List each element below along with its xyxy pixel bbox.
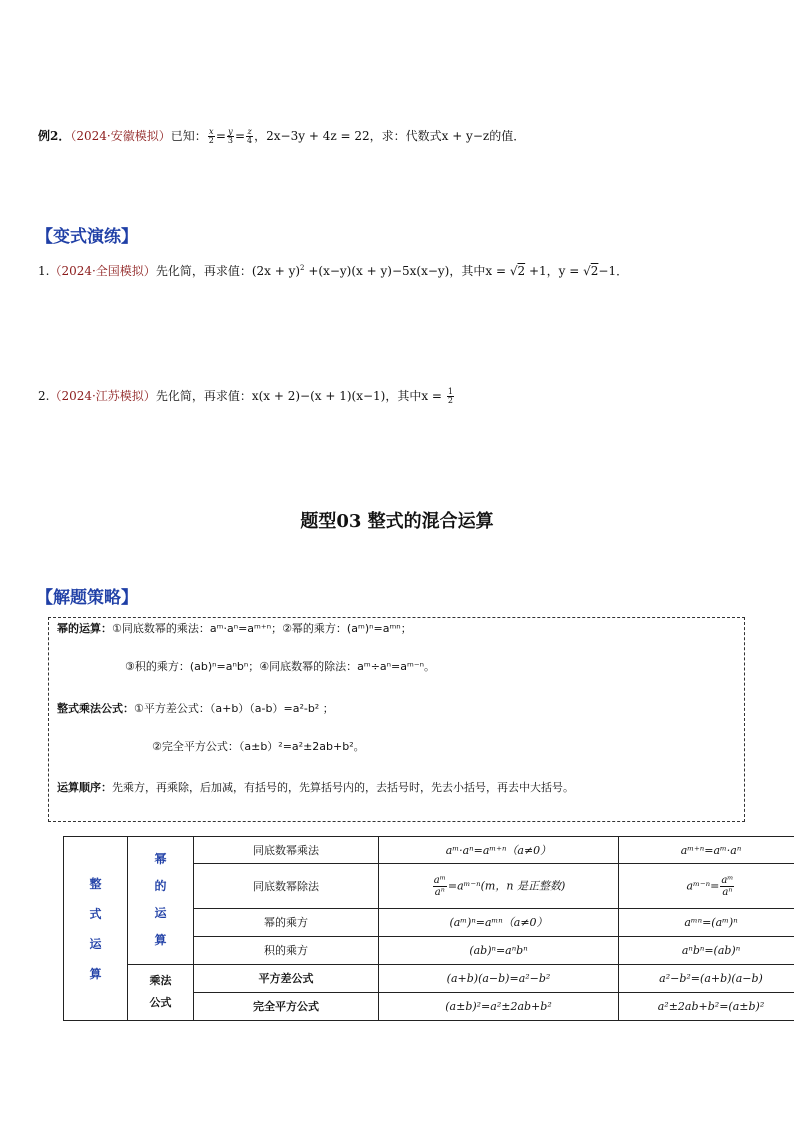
q1-number: 1. bbox=[38, 264, 50, 278]
strategy-line-5: 运算顺序：先乘方，再乘除，后加减，有括号的，先算括号内的，去括号时，先去小括号，再去中大括号。 bbox=[57, 781, 574, 794]
table-row-name: 平方差公式 bbox=[194, 964, 379, 992]
fraction-x-2: $\frac{x}{2}$ bbox=[208, 127, 214, 145]
multiplication-formula-category-cell: 乘法 公式 bbox=[128, 964, 194, 1020]
table-row-reverse: aⁿbⁿ=(ab)ⁿ bbox=[619, 936, 794, 964]
table-row-formula: (ab)ⁿ=aⁿbⁿ bbox=[379, 936, 619, 964]
q2-number: 2. bbox=[38, 389, 50, 403]
table-row-formula: (a+b)(a−b)=a²−b² bbox=[379, 964, 619, 992]
strategy-line-1: 幂的运算：①同底数幂的乘法：aᵐ·aⁿ=aᵐ⁺ⁿ；②幂的乘方：(aᵐ)ⁿ=aᵐⁿ； bbox=[57, 622, 412, 635]
table-row-formula: aᵐ·aⁿ=aᵐ⁺ⁿ（a≠0） bbox=[379, 837, 619, 864]
strategy-line-3: 整式乘法公式：①平方差公式：（a+b）（a-b）=a²-b² ； bbox=[57, 702, 334, 715]
table-row-formula: (a±b)²=a²±2ab+b² bbox=[379, 992, 619, 1020]
example-lead: 已知： bbox=[170, 129, 207, 143]
table-row-reverse: a²±2ab+b²=(a±b)² bbox=[619, 992, 794, 1020]
strategy-line-4: ②完全平方公式：（a±b）²=a²±2ab+b²。 bbox=[152, 740, 365, 753]
sqrt-symbol: √ bbox=[509, 264, 518, 278]
table-row-reverse: aᵐ⁺ⁿ=aᵐ·aⁿ bbox=[619, 837, 794, 864]
fraction-1-2: $\frac{1}{2}$ bbox=[447, 387, 453, 405]
formula-table bbox=[63, 836, 794, 1021]
table-row-name: 积的乘方 bbox=[194, 936, 379, 964]
table-row-reverse: a²−b²=(a+b)(a−b) bbox=[619, 964, 794, 992]
q2-source: （2024·江苏模拟） bbox=[49, 389, 156, 403]
example-2: 例2．（2024·安徽模拟）已知： $\frac{x}{2}$ = $\frac{y}{3}$ = $\frac{z}{4}$ ，2x−3y + 4z = 22，求：代数式x + y−z的值． bbox=[38, 127, 526, 145]
strategy-heading: 【解题策略】 bbox=[36, 588, 138, 608]
table-row-name: 同底数幂除法 bbox=[194, 864, 379, 909]
table-row-formula: $\frac{\text{aᵐ}}{\text{aⁿ}}$ =aᵐ⁻ⁿ(m，n 是正整数) bbox=[379, 864, 619, 909]
q1-source: （2024·全国模拟） bbox=[49, 264, 156, 278]
example-text: ，2x−3y + 4z = 22，求：代数式x + y−z的值． bbox=[254, 129, 526, 143]
variant-heading: 【变式演练】 bbox=[36, 227, 138, 247]
section-title: 题型03 整式的混合运算 bbox=[300, 511, 494, 532]
table-row-name: 幂的乘方 bbox=[194, 909, 379, 936]
question-1: 1.（2024·全国模拟）先化简，再求值：$(2x + y)^2 +(x-y)(x + y)-5x(x-y)$，其中x = √2 +1，y = √2−1． bbox=[38, 264, 629, 278]
strategy-line-2: ③积的乘方：(ab)ⁿ=aⁿbⁿ；④同底数幂的除法：aᵐ÷aⁿ=aᵐ⁻ⁿ。 bbox=[125, 660, 436, 673]
power-ops-category-cell: 幂 的 运 算 bbox=[128, 837, 194, 965]
table-row-name: 完全平方公式 bbox=[194, 992, 379, 1020]
table-row-formula: (aᵐ)ⁿ=aᵐⁿ（a≠0） bbox=[379, 909, 619, 936]
example-source: （2024·安徽模拟） bbox=[70, 129, 171, 143]
fraction-y-3: $\frac{y}{3}$ bbox=[227, 127, 233, 145]
example-label: 例2． bbox=[38, 129, 71, 143]
sqrt-symbol: √ bbox=[583, 264, 591, 278]
fraction-z-4: $\frac{z}{4}$ bbox=[247, 127, 253, 145]
table-row-reverse: aᵐ⁻ⁿ= $\frac{\text{aᵐ}}{\text{aⁿ}}$ bbox=[619, 864, 794, 909]
table-row-reverse: aᵐⁿ=(aᵐ)ⁿ bbox=[619, 909, 794, 936]
table-row-name: 同底数幂乘法 bbox=[194, 837, 379, 864]
question-2: 2.（2024·江苏模拟）先化简，再求值：x(x + 2)−(x + 1)(x−1)，其中x = $\frac{1}{2}$ bbox=[38, 387, 453, 405]
main-category-cell: 整 式 运 算 bbox=[64, 837, 128, 1021]
